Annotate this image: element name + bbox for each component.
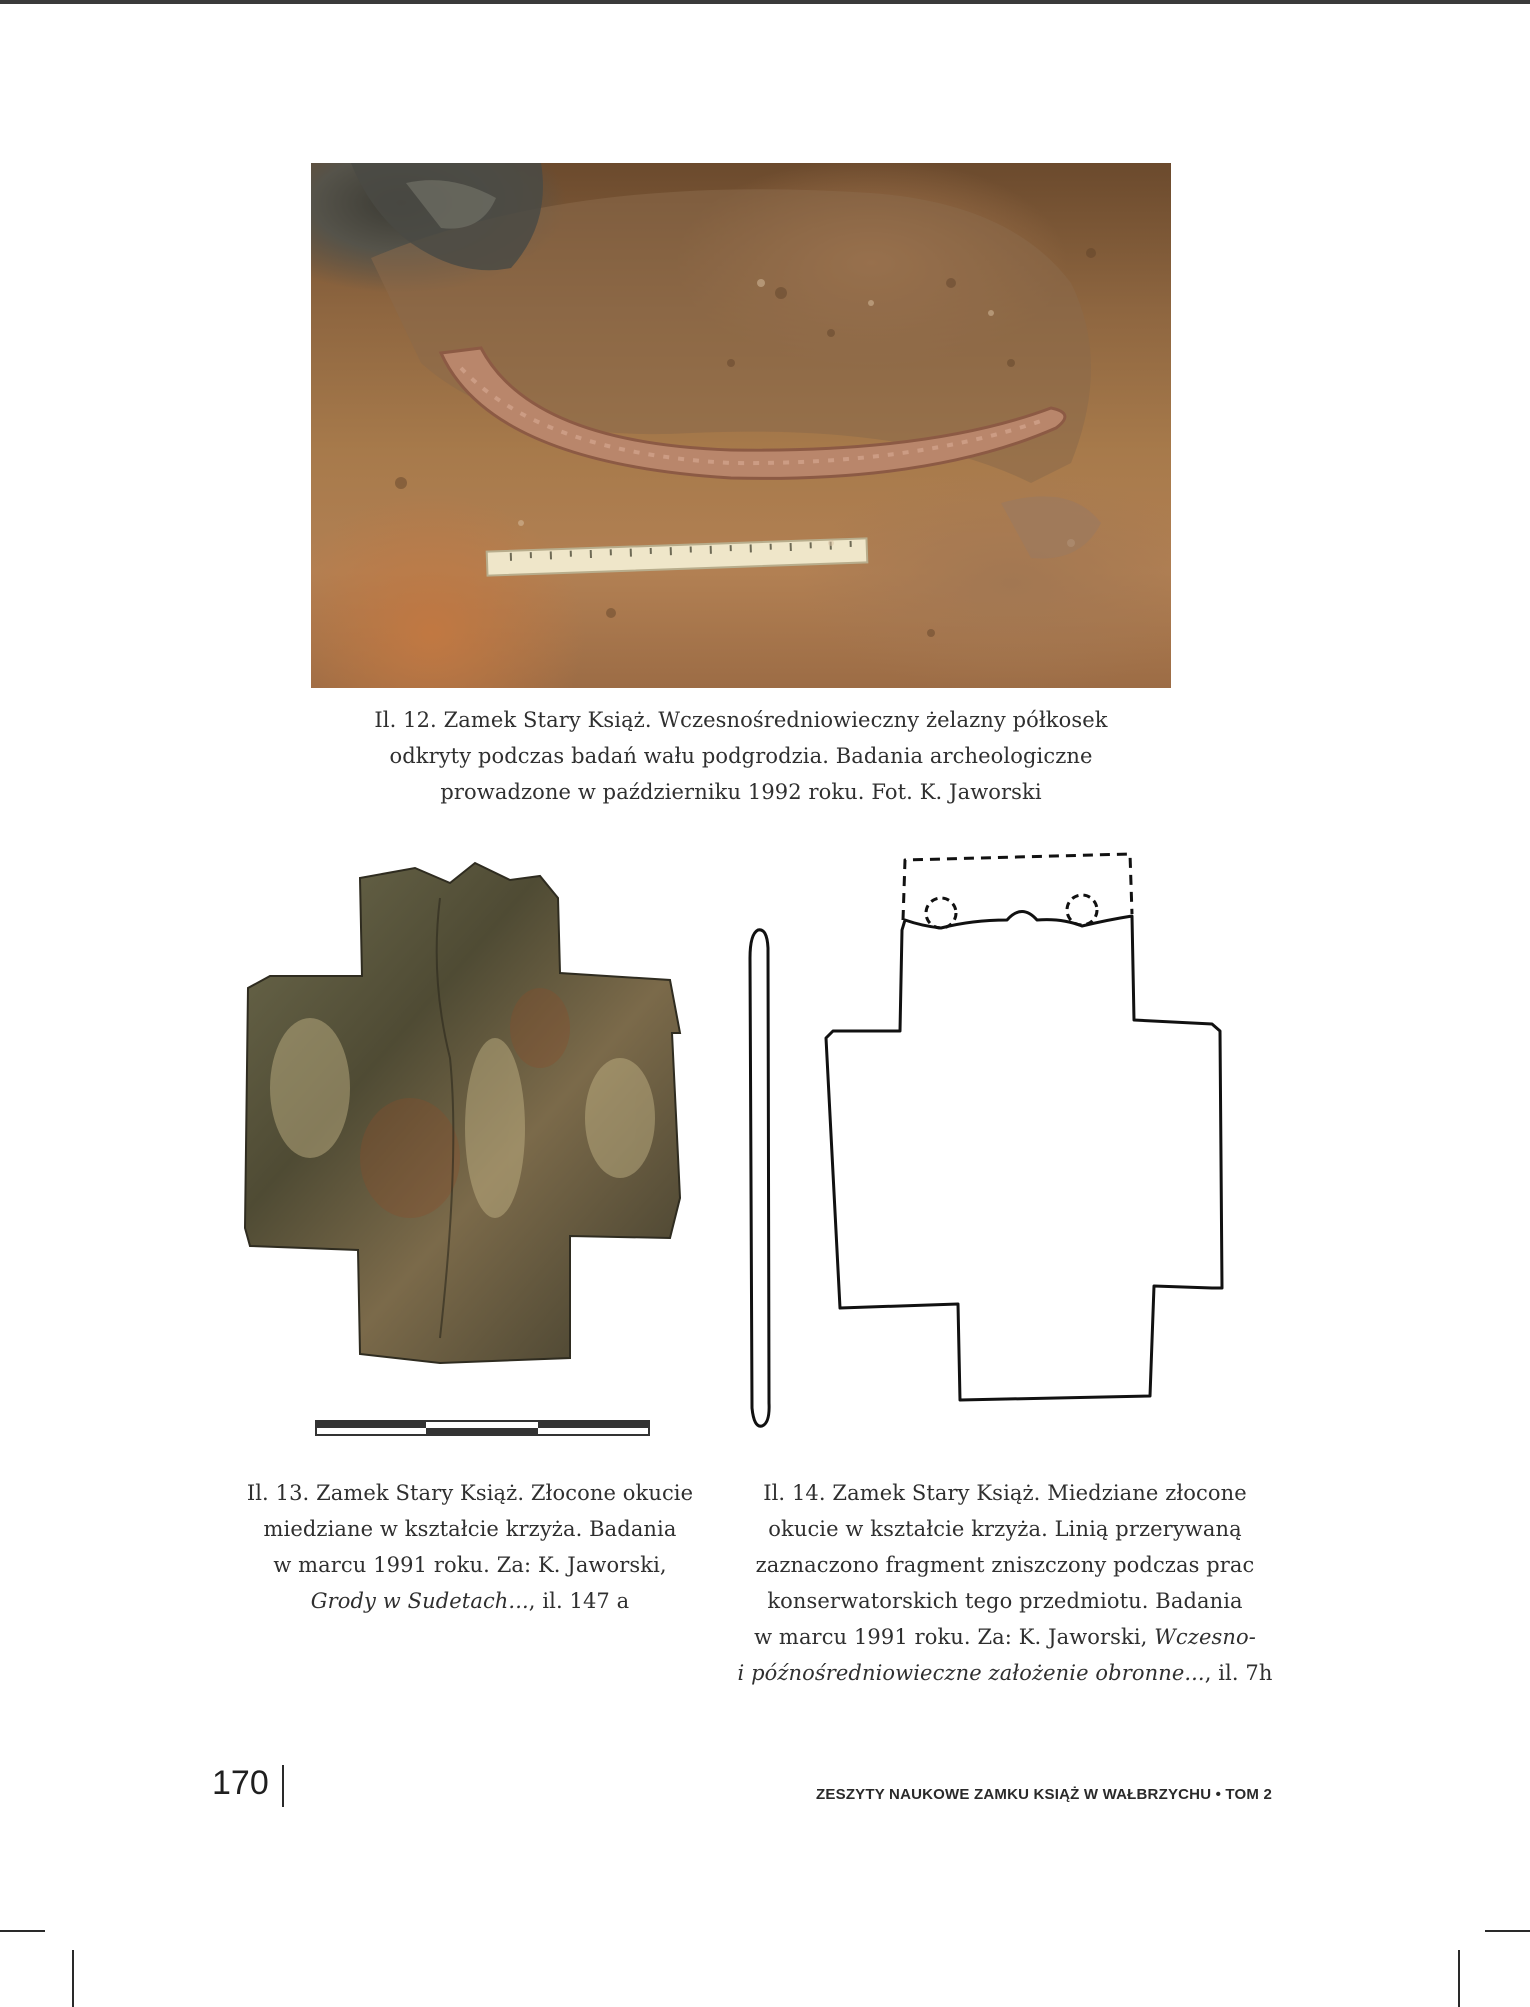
caption-line: Il. 13. Zamek Stary Książ. Złocone okucie [246,1481,694,1505]
top-border [0,0,1530,4]
excavation-photo-graphic [311,163,1171,688]
crop-mark [1458,1950,1460,2007]
caption-line [735,1619,1275,1655]
excavation-photo [311,163,1171,688]
caption-line: zaznaczono fragment zniszczony podczas prac [755,1553,1255,1577]
figure-14-caption [735,1475,1275,1691]
cross-fitting-photo [240,858,685,1366]
caption-italic: Grody w Sudetach... [310,1589,529,1613]
scale-bar [315,1420,650,1436]
caption-line [735,1655,1275,1691]
caption-text: , il. 7h [1204,1661,1273,1685]
cross-fitting-drawing [742,848,1262,1434]
figure-12-caption [311,702,1171,810]
caption-line [215,1583,725,1619]
crop-mark [1485,1930,1530,1932]
caption-line: konserwatorskich tego przedmiotu. Badania [767,1589,1243,1613]
caption-line: miedziane w kształcie krzyża. Badania [263,1517,677,1541]
caption-line: prowadzone w październiku 1992 roku. Fot. K. Jaworski [440,780,1042,804]
caption-line: w marcu 1991 roku. Za: K. Jaworski, [273,1553,667,1577]
caption-italic: i późnośredniowieczne założenie obronne... [737,1661,1205,1685]
crop-mark [72,1950,74,2007]
page-number-divider [282,1765,284,1807]
figure-13-caption [215,1475,725,1619]
caption-line: odkryty podczas badań wału podgrodzia. Badania archeologiczne [389,744,1093,768]
caption-text: w marcu 1991 roku. Za: K. Jaworski, [754,1625,1155,1649]
page-number: 170 [212,1764,269,1802]
caption-italic: Wczesno- [1154,1625,1256,1649]
running-footer: ZESZYTY NAUKOWE ZAMKU KSIĄŻ W WAŁBRZYCHU • TOM 2 [816,1786,1272,1803]
caption-text: , il. 147 a [528,1589,630,1613]
caption-line: Il. 14. Zamek Stary Książ. Miedziane złocone [763,1481,1247,1505]
caption-line: Il. 12. Zamek Stary Książ. Wczesnośredniowieczny żelazny półkosek [374,708,1108,732]
caption-line: okucie w kształcie krzyża. Linią przerywaną [768,1517,1242,1541]
crop-mark [0,1930,45,1932]
